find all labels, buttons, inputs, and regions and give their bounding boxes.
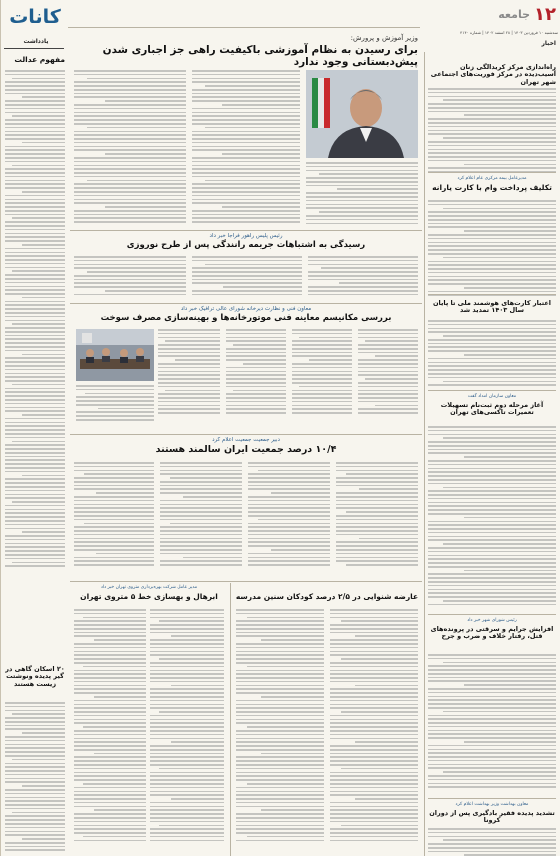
right-item-2-body (428, 320, 556, 386)
right-item-3-kicker: معاون سازمان امداد گفت (467, 394, 517, 399)
right-item-2-headline: اعتبار کارت‌های هوشمند ملی تا پایان سال ۱۴۰۳ تمدید شد (432, 299, 552, 315)
left-column (0, 0, 67, 856)
divider (4, 48, 64, 49)
right-item-4-kicker: رئیس شورای شهر خبر داد (467, 618, 517, 623)
story-4-kicker: دبیر جمعیت جمعیت اعلام کرد (212, 437, 280, 443)
right-divider-3 (428, 390, 556, 391)
logo (5, 3, 65, 29)
story-4-body-b (248, 462, 330, 566)
story-6-body-b (74, 609, 146, 841)
right-item-0-headline: راه‌اندازی مرکز کریدالگی زنان آسیب‌دیده در مرکز فوریت‌های اجتماعی شهر تهران (430, 63, 556, 86)
story-3-body-b (292, 329, 352, 414)
right-item-4-body (428, 654, 556, 788)
main-body-mid (192, 70, 300, 223)
story-4 (70, 436, 422, 580)
story-2 (70, 232, 422, 302)
logo-text: کانات (9, 6, 61, 28)
page-number: ۱۲ (534, 4, 556, 25)
right-divider-1 (428, 172, 556, 173)
right-item-5-kicker: معاون بهداشت وزیر بهداشت اعلام کرد (455, 802, 529, 807)
right-item-5-body (428, 828, 556, 856)
right-item-0-body (428, 88, 556, 173)
right-divider-5 (428, 798, 556, 799)
main-body-left (74, 70, 186, 223)
story-6-body-a (150, 609, 224, 841)
rule-5 (230, 583, 231, 856)
right-column-rule (424, 52, 425, 856)
story-5-body-b (236, 609, 324, 841)
main-story (70, 32, 422, 230)
left-bottom-title: ۲۰ اسکان گاهی در گیر پدیده ونوشتت زیست هستند (5, 665, 65, 688)
logo-mark (5, 3, 65, 29)
story-5 (232, 583, 422, 856)
section-label: اخبار (541, 40, 556, 47)
right-item-3-headline: آغاز مرحله دوم ثبت‌نام تسهیلات تعمیرات تاکسی‌های تهران (440, 401, 544, 417)
date-line: سه‌شنبه ۱۰ فروردین ۱۴۰۳ | ۲۸ اسفند ۱۴۰۲ | شماره ۴۱۴۰ (460, 30, 558, 35)
story-4-body-d (74, 462, 154, 566)
story-5-body-a (330, 609, 418, 841)
right-item-5-headline: تشدید پدیده فقیر بادگیری پس از دوران کرونا (429, 809, 555, 825)
rule-2 (70, 303, 422, 304)
left-bottom-body (5, 702, 65, 851)
page-header (420, 0, 560, 52)
story-4-body-c (160, 462, 242, 566)
main-body-right (306, 162, 418, 224)
story-5-headline: عارضه شنوایی در ۲/۵ درصد کودکان سنین مدرسه (235, 592, 419, 601)
story-3-body-d (158, 329, 220, 414)
right-item-1-headline: تکلیف پرداخت وام با کارت یارانه (432, 183, 552, 192)
meeting-photo (76, 329, 154, 381)
right-item-1-kicker: مدیرعامل بیمه مرکزی عام اعلام کرد (457, 176, 527, 181)
story-3-body-e (76, 385, 154, 421)
column-name: یادداشت (23, 38, 49, 45)
right-item-4-headline: افزایش جرایم و سرقتی در پرونده‌های قتل، رفتار خلاف و ضرب و جرح (430, 625, 554, 641)
author-heading: مفهوم عدالت (14, 55, 65, 64)
story-3-kicker: معاون فنی و نظارت دیرخانه شورای عالی ترافیک خبر داد (180, 306, 312, 312)
meeting-illustration (76, 329, 154, 381)
right-column (426, 54, 558, 856)
story-3 (70, 305, 422, 433)
main-headline: برای رسیدن به نظام آموزشی باکیفیت راهی جز اجباری شدن پیش‌دبستانی وجود ندارد (102, 44, 418, 69)
rule-1 (70, 230, 422, 231)
story-2-body-a (308, 256, 418, 295)
main-kicker: وزیر آموزش و پرورش: (350, 34, 418, 42)
portrait-photo (306, 70, 418, 158)
story-3-body-c (226, 329, 286, 414)
paper-title: جامعه (498, 8, 530, 21)
story-2-headline: رسیدگی به اشتباهات جریمه رانندگی پس از طرح نوروزی (126, 240, 366, 250)
right-divider-2 (428, 294, 556, 295)
rule-3 (70, 434, 422, 435)
story-6 (70, 583, 228, 856)
story-2-kicker: رئیس پلیس راهور فراجا خبر داد (209, 233, 283, 239)
right-divider-4 (428, 614, 556, 615)
story-4-body-a (336, 462, 418, 566)
rule-4 (70, 581, 422, 582)
header-rule (68, 27, 420, 28)
portrait-illustration (306, 70, 418, 158)
story-3-body-a (358, 329, 418, 414)
story-3-headline: بررسی مکانیسم معاینه فنی موتورخانه‌ها و بهینه‌سازی مصرف سوخت (100, 313, 392, 323)
story-6-kicker: مدیر عامل شرکت بهره‌برداری متروی تهران خبر داد (100, 585, 198, 590)
story-2-body-b (192, 256, 302, 295)
right-item-3-body (428, 426, 556, 605)
story-4-headline: ۱۰/۴ درصد جمعیت ایران سالمند هستند (155, 444, 337, 455)
column-body (5, 70, 65, 567)
right-item-1-body (428, 200, 556, 296)
story-2-body-c (74, 256, 186, 295)
story-6-headline: ابرهال و بهسازی خط ۵ متروی تهران (80, 592, 218, 601)
